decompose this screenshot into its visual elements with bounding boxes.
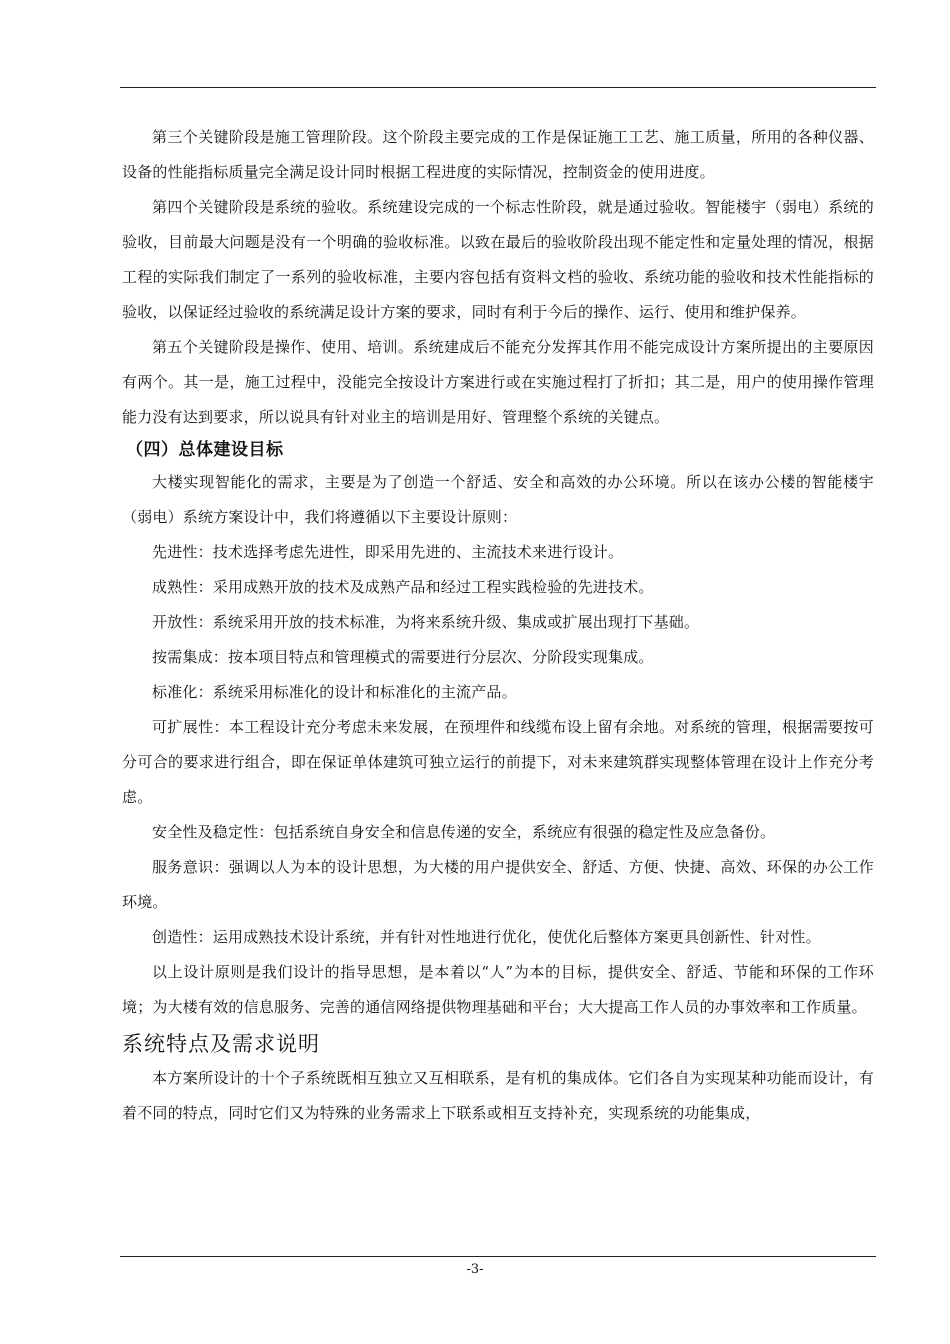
principle-mature: 成熟性：采用成熟开放的技术及成熟产品和经过工程实践检验的先进技术。 [152, 578, 654, 596]
paragraph-features-intro: 本方案所设计的十个子系统既相互独立又互相联系，是有机的集成体。它们各自为实现某种功能而设计，有着不同的特点，同时它们又为特殊的业务需求上下联系或相互支持补充，实现系统的功能集成， [122, 1069, 874, 1122]
page-body [122, 120, 874, 1131]
paragraph-goals-intro: 大楼实现智能化的需求，主要是为了创造一个舒适、安全和高效的办公环境。所以在该办公楼的智能楼宇（弱电）系统方案设计中，我们将遵循以下主要设计原则： [122, 473, 874, 526]
paragraph-stage-four: 第四个关键阶段是系统的验收。系统建设完成的一个标志性阶段，就是通过验收。智能楼宇（弱电）系统的验收，目前最大问题是没有一个明确的验收标准。以致在最后的验收阶段出现不能定性和定量处理的情况，根据工程的实际我们制定了一系列的验收标准，主要内容包括有资料文档的验收、系统功能的验收和技术性能指标的验收，以保证经过验收的系统满足设计方案的要求，同时有利于今后的操作、运行、使用和维护保养。 [122, 198, 874, 321]
header-rule [120, 87, 876, 88]
paragraph-goals-summary: 以上设计原则是我们设计的指导思想，是本着以“人”为本的目标，提供安全、舒适、节能和环保的工作环境；为大楼有效的信息服务、完善的通信网络提供物理基础和平台；大大提高工作人员的办事效率和工作质量。 [122, 963, 874, 1016]
principle-creativity: 创造性：运用成熟技术设计系统，并有针对性地进行优化，使优化后整体方案更具创新性、针对性。 [152, 928, 821, 946]
principle-security-stability: 安全性及稳定性：包括系统自身安全和信息传递的安全，系统应有很强的稳定性及应急备份。 [152, 823, 776, 841]
paragraph-stage-three: 第三个关键阶段是施工管理阶段。这个阶段主要完成的工作是保证施工工艺、施工质量，所用的各种仪器、设备的性能指标质量完全满足设计同时根据工程进度的实际情况，控制资金的使用进度。 [122, 128, 874, 181]
principle-scalability: 可扩展性：本工程设计充分考虑未来发展，在预埋件和线缆布设上留有余地。对系统的管理，根据需要按可分可合的要求进行组合，即在保证单体建筑可独立运行的前提下，对未来建筑群实现整体管理在设计上作充分考虑。 [122, 718, 874, 806]
principle-service: 服务意识：强调以人为本的设计思想，为大楼的用户提供安全、舒适、方便、快捷、高效、环保的办公工作环境。 [122, 858, 874, 911]
principle-on-demand-integration: 按需集成：按本项目特点和管理模式的需要进行分层次、分阶段实现集成。 [152, 648, 654, 666]
paragraph-stage-five: 第五个关键阶段是操作、使用、培训。系统建成后不能充分发挥其作用不能完成设计方案所提出的主要原因有两个。其一是，施工过程中，没能完全按设计方案进行或在实施过程打了折扣；其二是，用户的使用操作管理能力没有达到要求，所以说具有针对业主的培训是用好、管理整个系统的关键点。 [122, 338, 874, 426]
subheading-overall-goals: （四）总体建设目标 [126, 440, 284, 460]
principle-standardization: 标准化：系统采用标准化的设计和标准化的主流产品。 [152, 683, 517, 701]
principle-advanced: 先进性：技术选择考虑先进性，即采用先进的、主流技术来进行设计。 [152, 543, 624, 561]
section-title-system-features: 系统特点及需求说明 [122, 1032, 320, 1056]
footer-rule [120, 1256, 876, 1257]
principle-open: 开放性：系统采用开放的技术标准，为将来系统升级、集成或扩展出现打下基础。 [152, 613, 700, 631]
page-number: -3- [466, 1262, 484, 1277]
